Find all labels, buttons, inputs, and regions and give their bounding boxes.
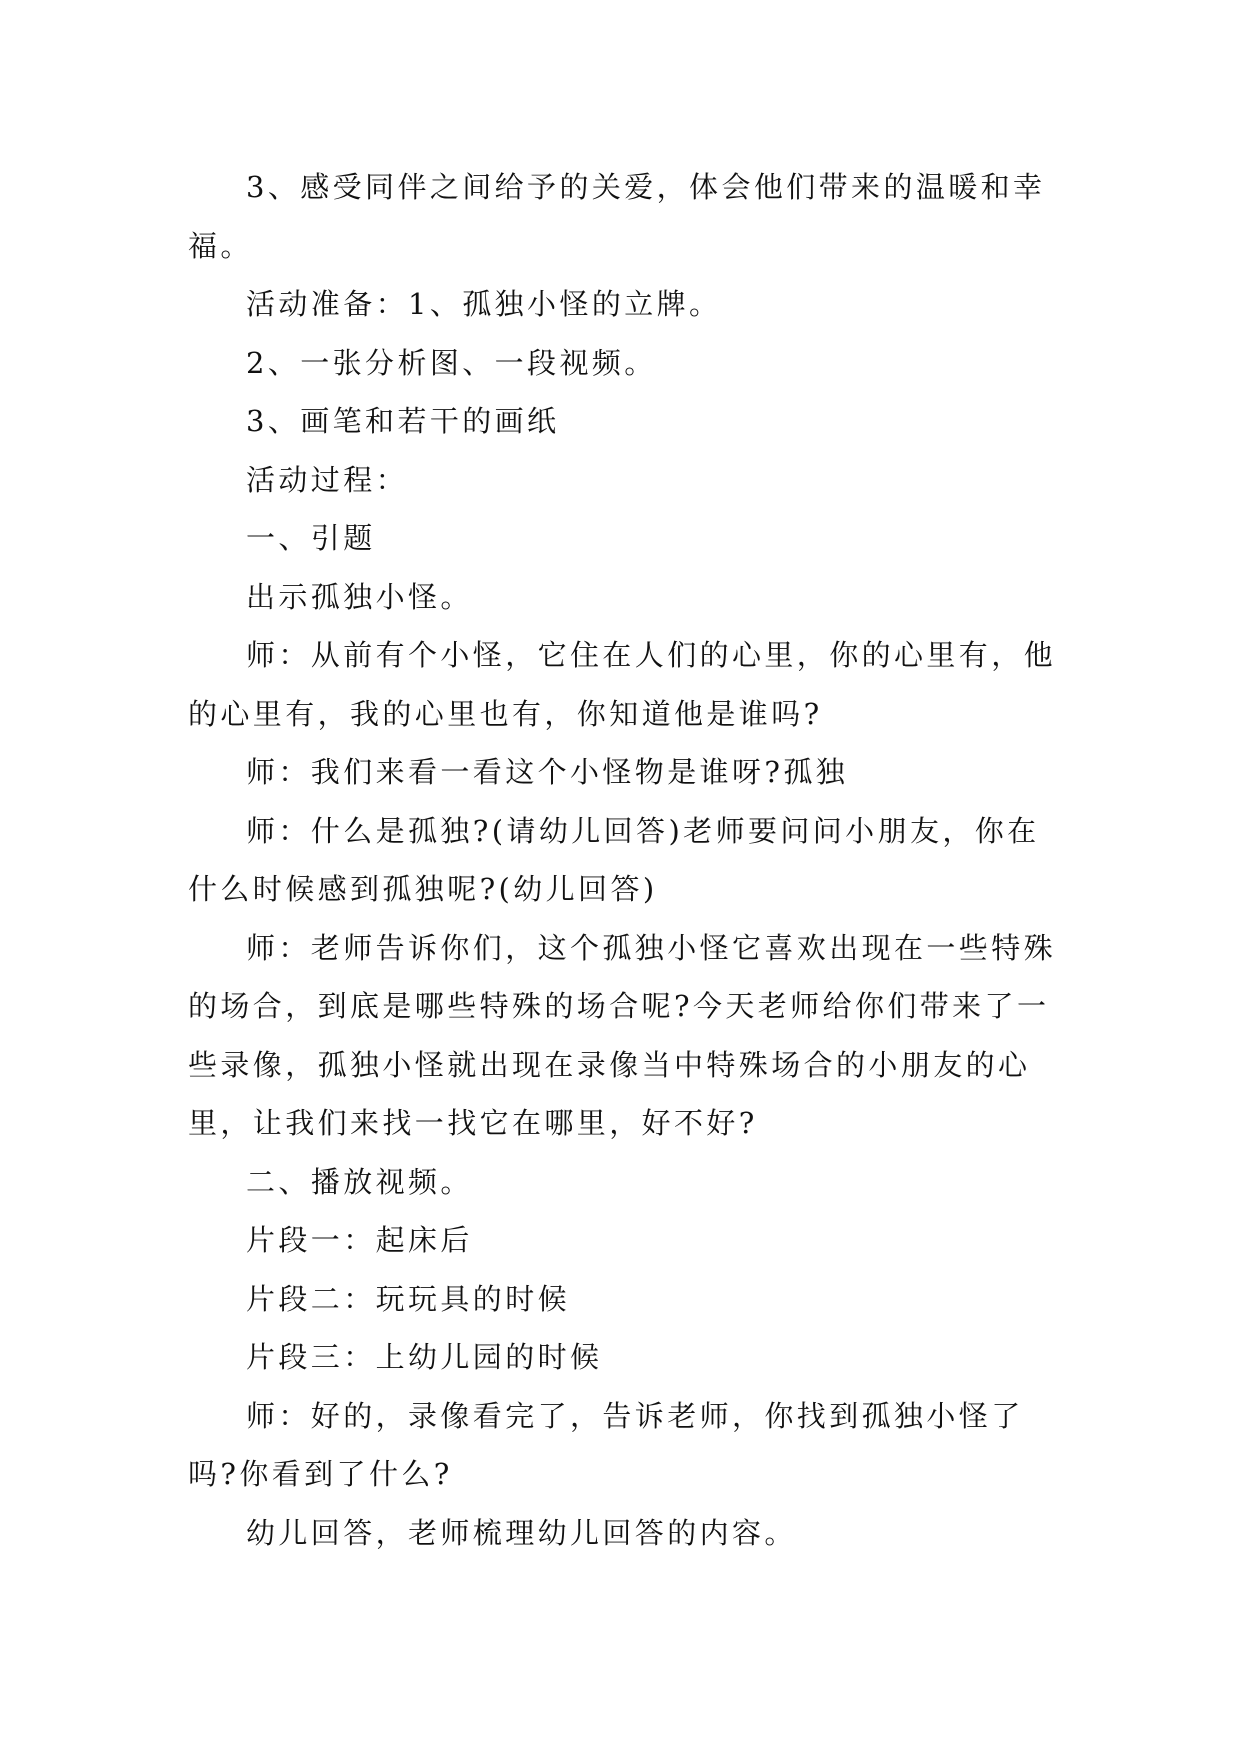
paragraph-process-heading: 活动过程：	[246, 462, 409, 497]
paragraph-goal-3: 3、感受同伴之间给予的关爱，体会他们带来的温暖和幸福。	[188, 170, 1046, 263]
paragraph-section-1-heading: 一、引题	[246, 521, 376, 555]
paragraph-teacher-after-video: 师：好的，录像看完了，告诉老师，你找到孤独小怪了吗?你看到了什么?	[188, 1398, 1024, 1491]
paragraph-clip-2: 片段二：玩玩具的时候	[246, 1281, 571, 1316]
paragraph-preparation-3: 3、画笔和若干的画纸	[246, 404, 560, 438]
paragraph-clip-1: 片段一：起床后	[246, 1223, 473, 1257]
paragraph-teacher-look: 师：我们来看一看这个小怪物是谁呀?孤独	[246, 755, 849, 789]
paragraph-preparation-2: 2、一张分析图、一段视频。	[246, 345, 657, 380]
document-body	[188, 158, 1068, 1562]
paragraph-preparation-1: 活动准备：1、孤独小怪的立牌。	[246, 287, 722, 321]
paragraph-section-2-heading: 二、播放视频。	[246, 1164, 473, 1199]
paragraph-children-answer: 幼儿回答，老师梳理幼儿回答的内容。	[246, 1515, 797, 1550]
paragraph-show-monster: 出示孤独小怪。	[246, 579, 473, 614]
paragraph-teacher-what-is-loneliness: 师：什么是孤独?(请幼儿回答)老师要问问小朋友，你在什么时候感到孤独呢?(幼儿回答)	[188, 813, 1040, 906]
paragraph-teacher-intro: 师：从前有个小怪，它住在人们的心里，你的心里有，他的心里有，我的心里也有，你知道他是谁吗?	[188, 638, 1057, 731]
paragraph-clip-3: 片段三：上幼儿园的时候	[246, 1340, 603, 1374]
paragraph-teacher-special-occasions: 师：老师告诉你们，这个孤独小怪它喜欢出现在一些特殊的场合，到底是哪些特殊的场合呢?今天老师给你们带来了一些录像，孤独小怪就出现在录像当中特殊场合的小朋友的心里，让我们来找一找它在哪里，好不好?	[188, 930, 1057, 1140]
